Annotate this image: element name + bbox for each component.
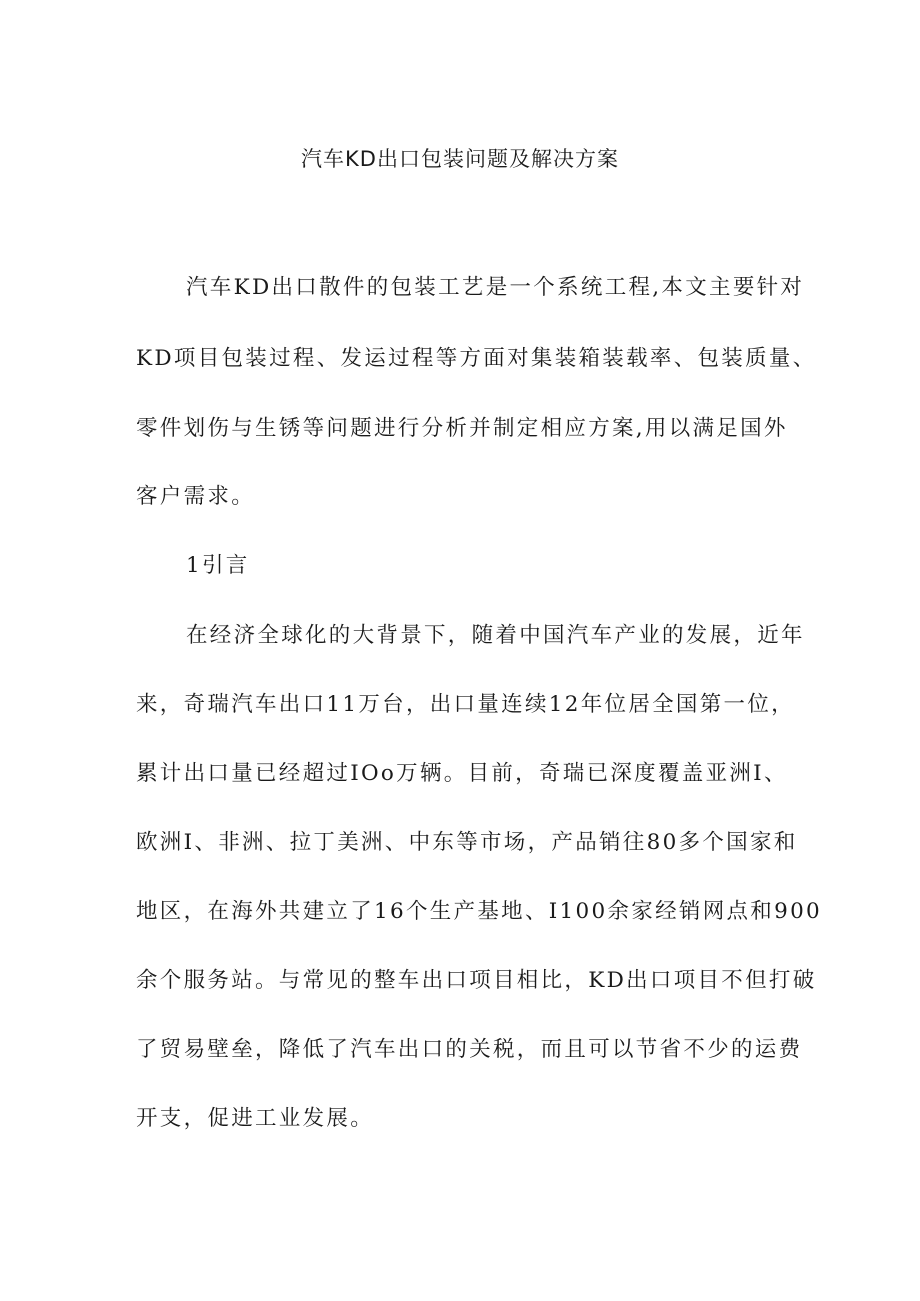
section-heading: 1引言 — [186, 553, 250, 578]
abstract-line: 客户需求。 — [136, 484, 256, 509]
abstract-line: 零件划伤与生锈等问题进行分析并制定相应方案,用以满足国外 — [136, 416, 788, 441]
body-line: 来，奇瑞汽车出口11万台，出口量连续12年位居全国第一位， — [136, 692, 795, 717]
body-line: 欧洲I、非洲、拉丁美洲、中东等市场，产品销往80多个国家和 — [136, 830, 798, 855]
body-line: 了贸易壁垒，降低了汽车出口的关税，而且可以节省不少的运费 — [136, 1037, 803, 1062]
body-line: 地区，在海外共建立了16个生产基地、I100余家经销网点和900 — [136, 899, 823, 924]
body-line: 在经济全球化的大背景下，随着中国汽车产业的发展，近年 — [186, 623, 805, 648]
body-line: 余个服务站。与常见的整车出口项目相比，KD出口项目不但打破 — [136, 968, 817, 993]
body-line: 开支，促进工业发展。 — [136, 1106, 375, 1131]
document-title: 汽车KD出口包装问题及解决方案 — [301, 147, 619, 171]
body-line: 累计出口量已经超过IOo万辆。目前，奇瑞已深度覆盖亚洲I、 — [136, 761, 788, 786]
abstract-line: KD项目包装过程、发运过程等方面对集装箱装载率、包装质量、 — [136, 346, 817, 371]
abstract-line: 汽车KD出口散件的包装工艺是一个系统工程,本文主要针对 — [186, 275, 805, 300]
